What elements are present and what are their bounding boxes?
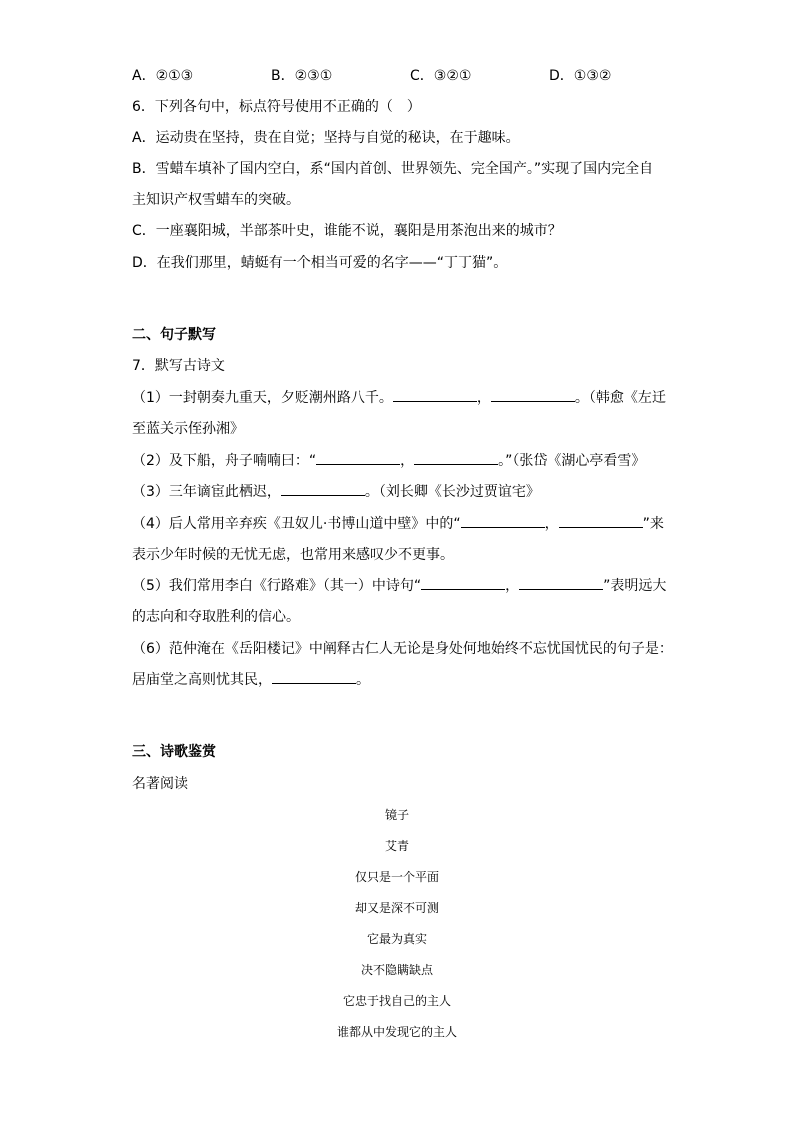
q7-item-6-text-b: 居庙堂之高则忧其民，: [132, 672, 272, 688]
q7-item-4-sep: ，: [544, 516, 559, 532]
q7-item-2-text-b: 。”（张岱《湖心亭看雪》: [498, 453, 646, 469]
q7-item-6-cont: [132, 670, 370, 690]
q7-item-1-cont: 至蓝关示侄孙湘》: [132, 421, 244, 437]
q7-item-4-text-a: （4）后人常用辛弃疾《丑奴儿·书博山道中壁》中的“: [132, 516, 461, 532]
q7-item-3: [132, 482, 540, 502]
q5-option-c: C．③②①: [410, 68, 472, 84]
q7-item-1-blank-2[interactable]: [491, 389, 575, 402]
q6-option-d: D．在我们那里，蜻蜓有一个相当可爱的名字——“丁丁猫”。: [132, 255, 508, 271]
q5-options-row: [132, 66, 672, 86]
q7-item-6-blank[interactable]: [272, 671, 356, 684]
q7-item-4-blank-2[interactable]: [559, 515, 643, 528]
q7-stem: 7．默写古诗文: [132, 358, 225, 374]
q6-option-b-line2: 主知识产权雪蜡车的突破。: [132, 192, 300, 208]
q7-item-5-sep: ，: [505, 578, 520, 594]
q7-item-3-blank[interactable]: [281, 483, 365, 496]
q7-item-2-sep: ，: [400, 453, 415, 469]
q7-item-5-text-b: ”表明远大: [603, 578, 667, 594]
poem-author: 艾青: [384, 839, 409, 853]
q7-item-5-blank-1[interactable]: [421, 577, 505, 590]
q7-item-3-text-a: （3）三年谪宦此栖迟，: [132, 484, 281, 500]
q7-item-5-cont: 的志向和夺取胜利的信心。: [132, 609, 300, 625]
q7-item-1-blank-1[interactable]: [393, 389, 477, 402]
poem-line-6: 谁都从中发现它的主人: [336, 1025, 457, 1039]
q7-item-2-blank-1[interactable]: [316, 452, 400, 465]
q7-item-6-text-c: 。: [356, 672, 370, 688]
poem-line-3: 它最为真实: [366, 932, 427, 946]
q7-item-4-text-b: ”来: [642, 516, 664, 532]
poem-title: 镜子: [384, 808, 409, 822]
q7-item-5-blank-2[interactable]: [519, 577, 603, 590]
q7-item-2-blank-2[interactable]: [414, 452, 498, 465]
q7-item-3-text-b: 。（刘长卿《长沙过贾谊宅》: [364, 484, 540, 500]
q5-option-d: D．①③②: [549, 68, 612, 84]
section-2-heading: 二、句子默写: [132, 327, 216, 343]
q6-option-b-line1: B．雪蜡车填补了国内空白，系“国内首创、世界领先、完全国产。”实现了国内完全自: [132, 161, 654, 177]
q7-item-1-sep: ，: [476, 390, 491, 406]
q7-item-5-text-a: （5）我们常用李白《行路难》（其一）中诗句“: [132, 578, 422, 594]
q7-item-6: （6）范仲淹在《岳阳楼记》中阐释古仁人无论是身处何地始终不忘忧国忧民的句子是：: [132, 641, 673, 657]
q7-item-2: [132, 451, 645, 471]
poem-line-1: 仅只是一个平面: [354, 870, 439, 884]
q7-item-4-blank-1[interactable]: [461, 515, 545, 528]
section-3-subheading: 名著阅读: [132, 776, 188, 792]
q7-item-4: [132, 514, 664, 534]
poem-line-2: 却又是深不可测: [354, 901, 439, 915]
q7-item-1: [132, 388, 666, 408]
poem-line-5: 它忠于找自己的主人: [342, 994, 451, 1008]
q5-option-a: A．②①③: [132, 68, 194, 84]
section-3-heading: 三、诗歌鉴赏: [132, 744, 216, 760]
poem-line-4: 决不隐瞒缺点: [360, 963, 433, 977]
q6-stem: 6．下列各句中，标点符号使用不正确的（ ）: [132, 99, 421, 115]
q6-option-c: C．一座襄阳城，半部茶叶史，谁能不说，襄阳是用茶泡出来的城市？: [132, 223, 562, 239]
q7-item-4-cont: 表示少年时候的无忧无虑，也常用来感叹少不更事。: [132, 547, 454, 563]
q7-item-5: [132, 576, 666, 596]
q6-option-a: A．运动贵在坚持，贵在自觉；坚持与自觉的秘诀，在于趣味。: [132, 130, 520, 146]
q5-option-b: B．②③①: [271, 68, 333, 84]
q7-item-1-text-a: （1）一封朝奏九重天，夕贬潮州路八千。: [132, 390, 393, 406]
q7-item-1-text-b: 。（韩愈《左迁: [574, 390, 666, 406]
q7-item-2-text-a: （2）及下船，舟子喃喃曰：“: [132, 453, 317, 469]
